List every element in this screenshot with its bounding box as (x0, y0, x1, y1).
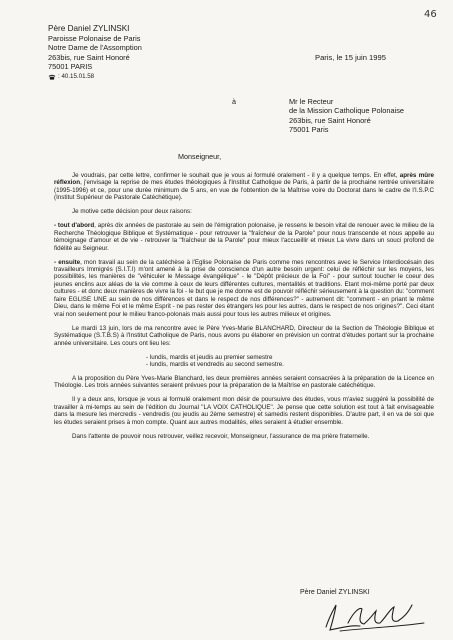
paragraph-intention (54, 172, 434, 202)
paragraph-meeting: Le mardi 13 juin, lors de ma rencontre avec le Père Yves-Marie BLANCHARD, Directeur de la Section de Théologie Biblique et Systématique (S.T.B.S) à l'Institut Catholique de Paris, nous avons pu élaborer en prévision un contrat d'études portant sur la prochaine année universitaire. Les cours ont lieu les: (54, 324, 434, 347)
reason-second-label: - ensuite (54, 258, 81, 266)
recipient-address-block (289, 97, 404, 135)
sender-church: Notre Dame de l'Assomption (48, 43, 142, 53)
paragraph-intention-text: Je voudrais, par cette lettre, confirmer le souhait que je vous ai formulé oralement - il y a quelque temps. En effet, (72, 172, 400, 179)
emphasis-reflection: après mûre réflexion (54, 172, 434, 187)
paragraph-proposal: A la proposition du Père Yves-Marie Blanchard, les deux premières années seraient consacrées à la préparation de la Licence en Théologie. Les trois années suivantes seraient prévues pour la préparation de la Maîtrise en pastorale catéchétique. (54, 374, 434, 390)
sender-phone-number: : 40.15.01.58 (58, 72, 95, 80)
reason-second-text: , mon travail au sein de la catéchèse à l'Eglise Polonaise de Paris comme mes rencontres avec le Service Interdiocésain des travailleurs Immigrés (S.I.T.I) m'ont amené à la prise de conscience d'un autre besoin urgent: celui de réfléchir sur les moyens, les possibilités, les manières de "véhiculer le Message évangélique" - le "Dépôt précieux de la Foi" - pour surtout toucher le coeur des jeunes enclins aux aléas de la vie comme à ceux de leurs différentes cultures, mentalités et traditions. Etant moi-même porté par deux cultures - et donc deux manières de vivre la foi - le but que je me donne est de pouvoir réfléchir sérieusement à la question du: "comment faire EGLISE UNE au sein de nos différences et dans le respect de nos différences?" - autrement dit: "comment - en priant le même Dieu, dans le même Foi et le même Esprit - ne pas rester des étrangers les pour les autres, dans le respect de nos origines?". Ceci étant vrai non seulement pour le milieu franco-polonais mais aussi pour tous les autres milieux et origines. (54, 258, 434, 318)
letter-date: Paris, le 15 juin 1995 (315, 53, 386, 62)
handwritten-signature (320, 597, 430, 635)
sender-city: 75001 PARIS (48, 62, 93, 72)
reason-first-label: - tout d'abord (54, 222, 95, 230)
sender-street: 263bis, rue Saint Honoré (48, 52, 130, 62)
paragraph-closing: Dans l'attente de pouvoir nous retrouver, veillez recevoir, Monseigneur, l'assurance de ma prière fraternelle. (72, 432, 370, 440)
reason-first-text: , après dix années de pastorale au sein de l'émigration polonaise, je ressens le besoin vital de renouer avec le milieu de la Recherche Théologique Biblique et Systématique - pour retrouver la "fraîcheur de la Parole" pour nous transcende et nous appelle au témoignage d'amour et de vie - retrouver la "fraîcheur de la Parole" pour mieux l'accueillir et mieux La vivre dans un souci profond de fidélité au Seigneur. (54, 222, 434, 252)
paragraph-intention-text-end: , j'envisage la reprise de mes études théologiques à l'Institut Catholique de Paris, à partir de la prochaine rentrée universitaire (1995-1996) et ce, pour une durée minimum de 5 ans, en vue de l'obtention de la Maîtrise voire du Doctorat dans le cadre de l'I.S.P.C (Institut Supérieur de Pastorale Catéchétique). (54, 179, 434, 202)
recipient-title: Mr le Recteur (289, 97, 334, 106)
paragraph-reason-second (54, 259, 434, 319)
recipient-street: 263bis, rue Saint Honoré (289, 115, 371, 125)
letter-body (54, 172, 434, 447)
sender-address-block (48, 24, 142, 82)
recipient-marker: à (232, 97, 236, 106)
sender-phone (48, 72, 142, 82)
course-days-list (146, 354, 434, 369)
recipient-mission: de la Mission Catholique Polonaise (289, 106, 405, 116)
page-number: 46 (424, 9, 437, 20)
paragraph-work-arrangement: Il y a deux ans, lorsque je vous ai formulé oralement mon désir de poursuivre des études, vous m'aviez suggéré la possibilité de travailler à mi-temps au sein de l'édition du Journal "LA VOIX CATHOLIQUE". Je pense que cette solution est tout à fait envisageable dans la mesure les mercredis - vendredis (ou jeudis au 2ème semestre) et samedis restent disponibles. D'autre part, il en va de soi que les études seraient prises à mon compte. Quant aux autres modalités, elles seraient à étudier ensemble. (54, 396, 434, 426)
recipient-city: 75001 Paris (289, 125, 329, 135)
salutation: Monseigneur, (178, 152, 222, 161)
paragraph-reasons-intro: Je motive cette décision pour deux raisons: (72, 208, 192, 216)
list-item: - lundis, mardis et vendredis au second semestre. (146, 361, 284, 369)
list-item: - lundis, mardis et jeudis au premier semestre (146, 353, 273, 361)
signer-name: Père Daniel ZYLINSKI (300, 589, 370, 596)
sender-parish: Paroisse Polonaise de Paris (48, 33, 141, 43)
sender-name: Père Daniel ZYLINSKI (48, 24, 130, 33)
paragraph-reason-first (54, 222, 434, 252)
telephone-icon (48, 74, 56, 80)
